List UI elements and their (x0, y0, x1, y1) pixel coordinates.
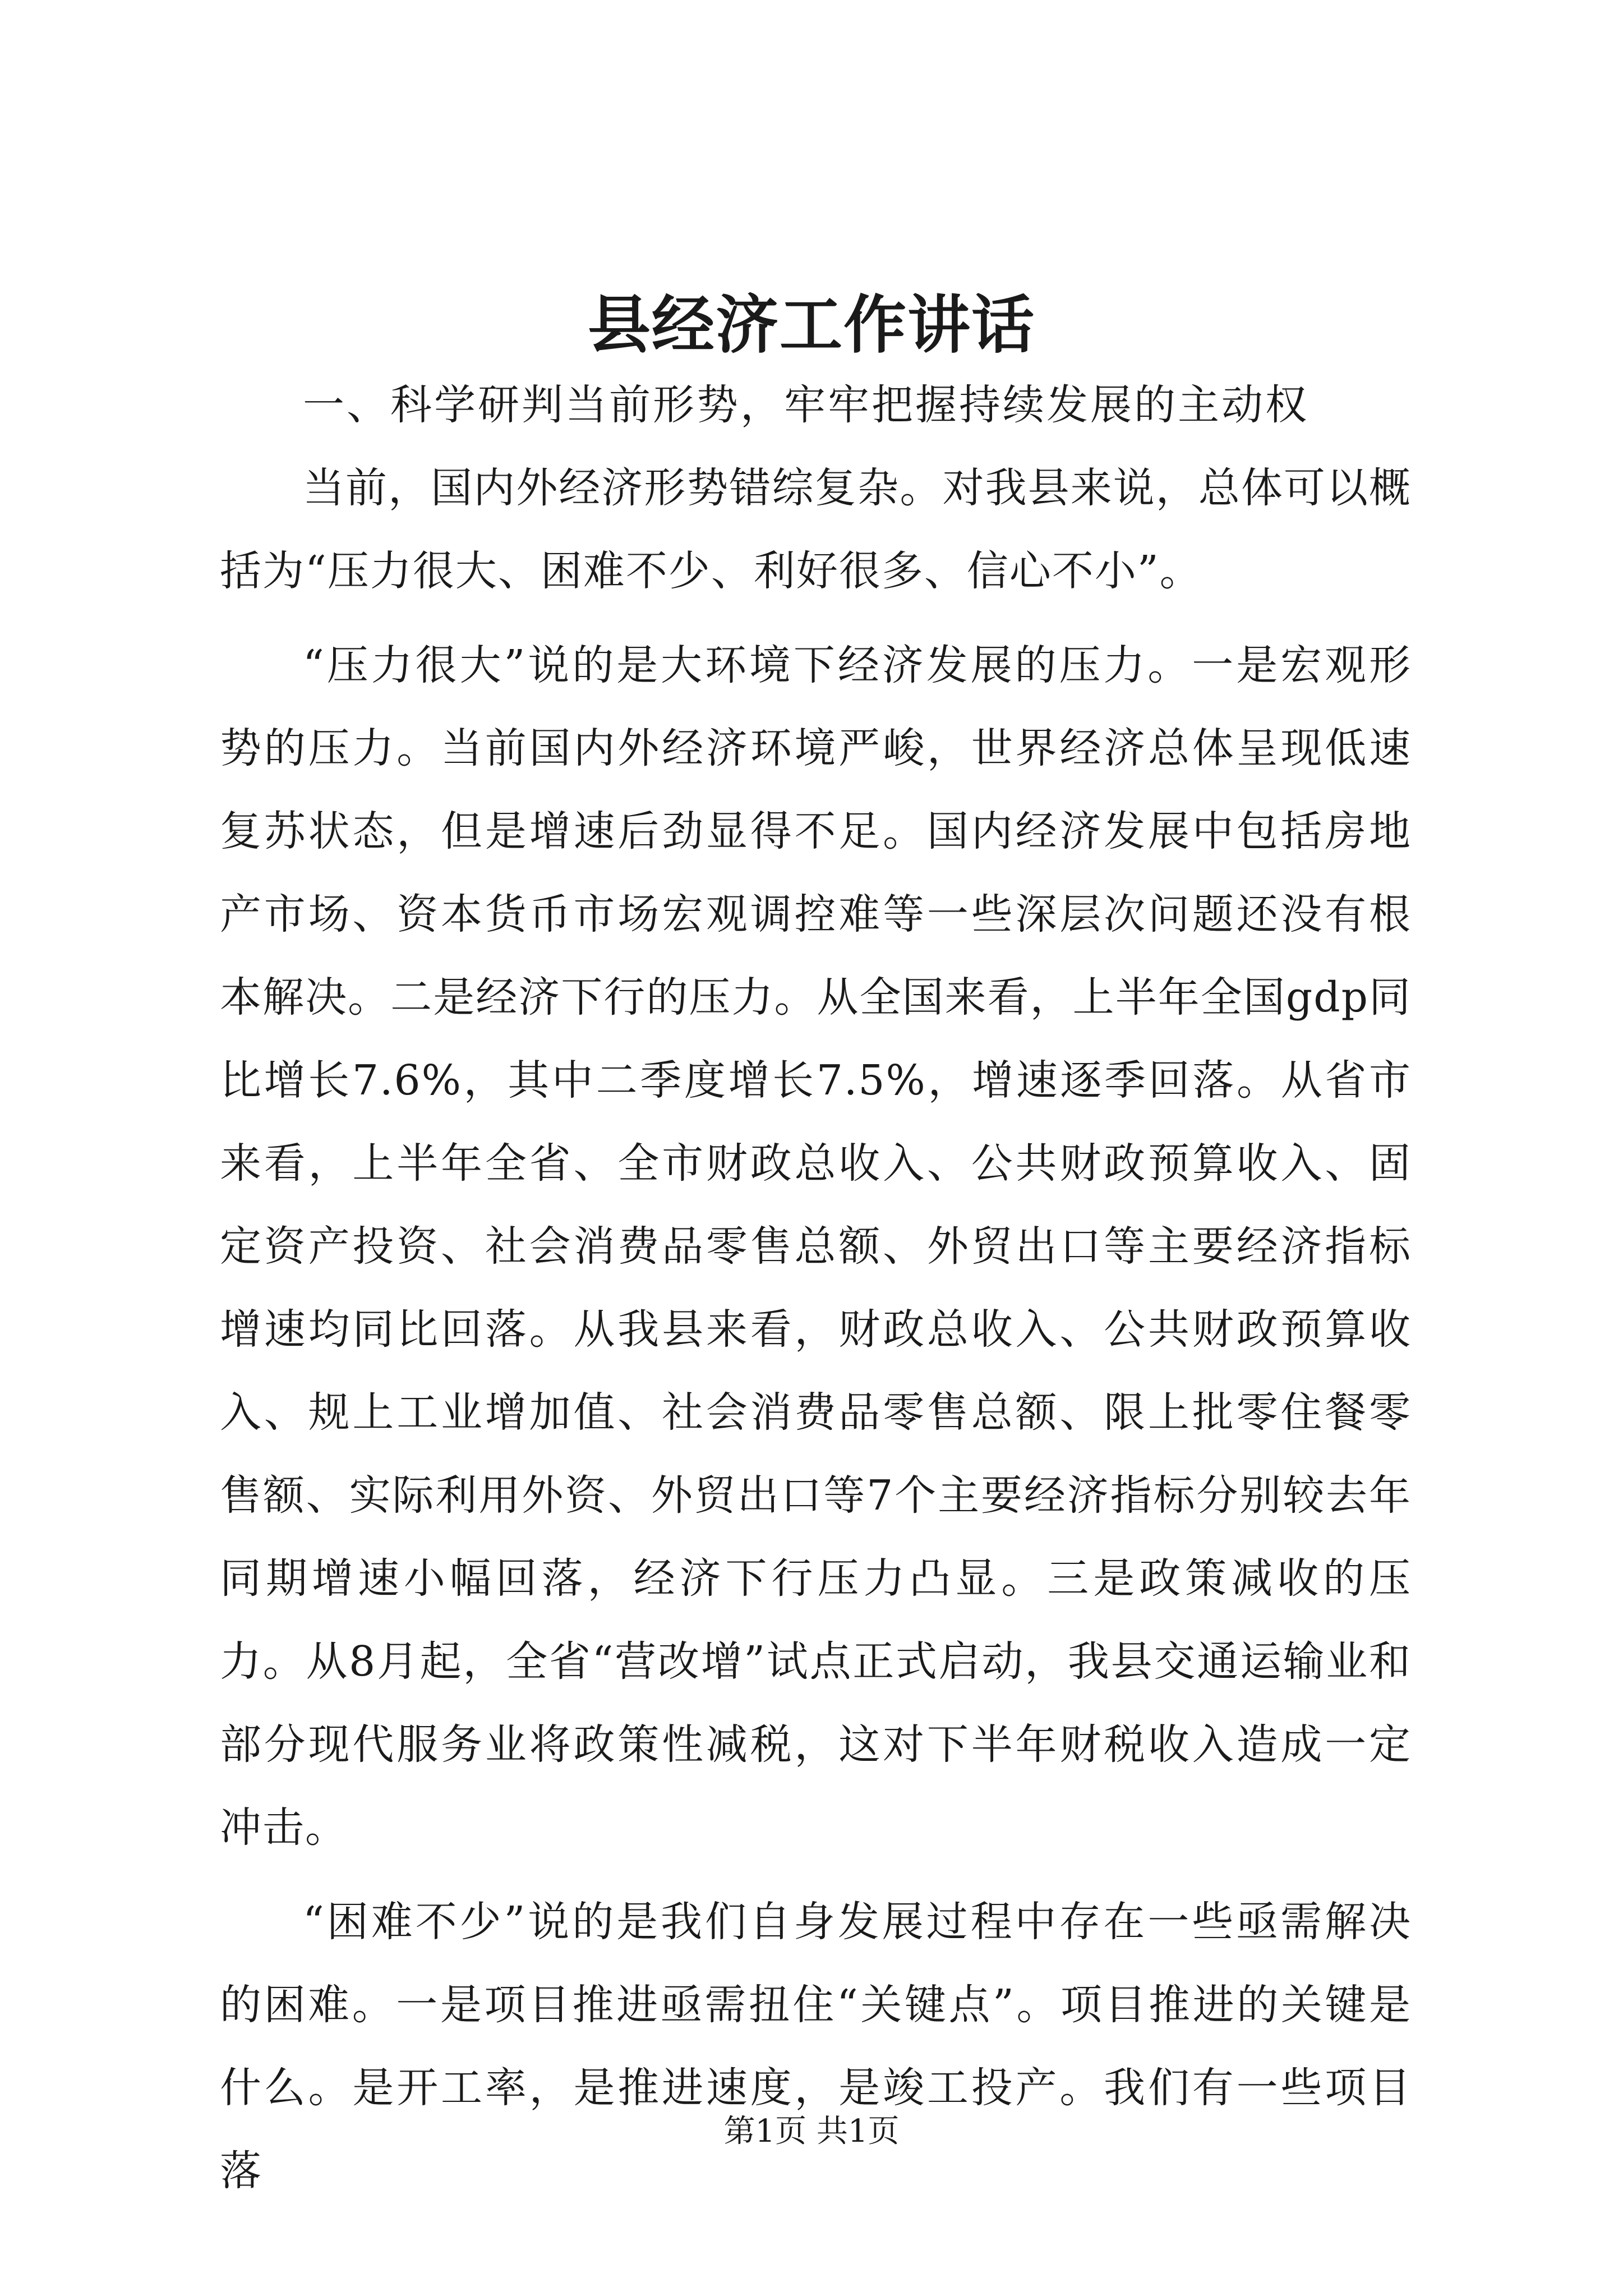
page-footer: 第1页 共1页 (723, 2113, 900, 2150)
section-heading: 一、科学研判当前形势，牢牢把握持续发展的主动权 (303, 381, 1309, 429)
document-title: 县经济工作讲话 (588, 288, 1035, 362)
paragraph: 当前，国内外经济形势错综复杂。对我县来说，总体可以概括为“压力很大、困难不少、利好很多、信心不小”。 (220, 464, 1412, 595)
paragraph: “压力很大”说的是大环境下经济发展的压力。一是宏观形势的压力。当前国内外经济环境严峻，世界经济总体呈现低速复苏状态，但是增速后劲显得不足。国内经济发展中包括房地产市场、资本货币市场宏观调控难等一些深层次问题还没有根本解决。二是经济下行的压力。从全国来看，上半年全国gdp同比增长7.6%，其中二季度增长7.5%，增速逐季回落。从省市来看，上半年全省、全市财政总收入、公共财政预算收入、固定资产投资、社会消费品零售总额、外贸出口等主要经济指标增速均同比回落。从我县来看，财政总收入、公共财政预算收入、规上工业增加值、社会消费品零售总额、限上批零住餐零售额、实际利用外资、外贸出口等7个主要经济指标分别较去年同期增速小幅回落，经济下行压力凸显。三是政策减收的压力。从8月起，全省“营改增”试点正式启动，我县交通运输业和部分现代服务业将政策性减税，这对下半年财税收入造成一定冲击。 (220, 641, 1412, 1852)
document-body (220, 364, 1412, 2224)
paragraph: “困难不少”说的是我们自身发展过程中存在一些亟需解决的困难。一是项目推进亟需扭住“关键点”。项目推进的关键是什么。是开工率，是推进速度，是竣工投产。我们有一些项目落 (220, 1898, 1412, 2195)
